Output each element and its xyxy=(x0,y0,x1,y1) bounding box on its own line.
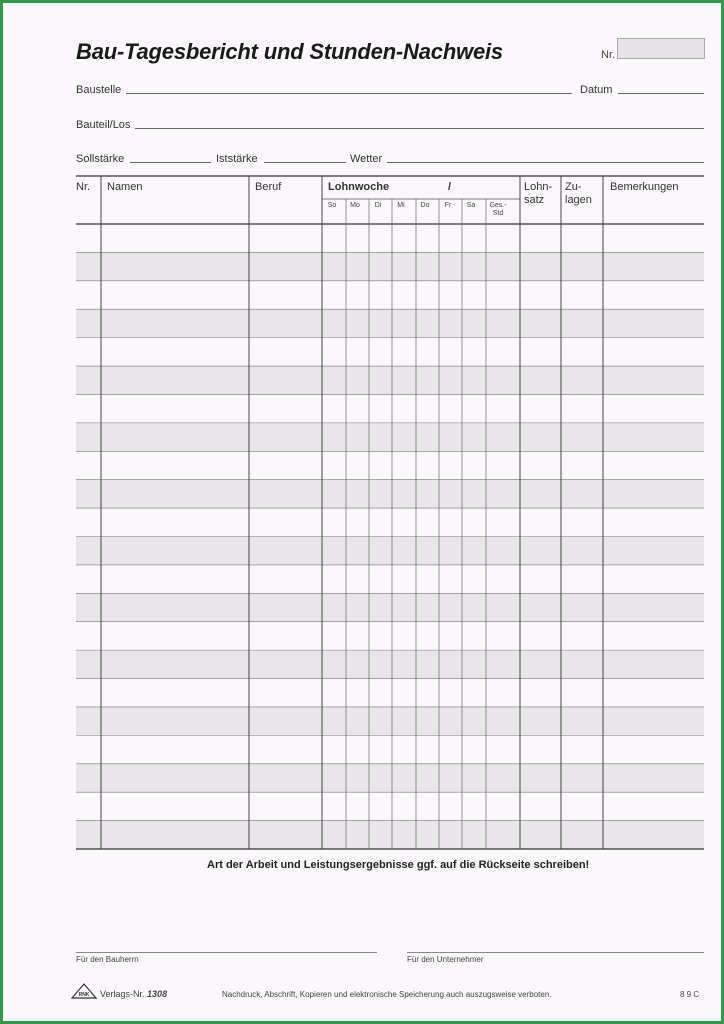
day-mi: Mi xyxy=(397,202,405,209)
header-lohnwoche: Lohnwoche xyxy=(328,181,390,193)
row-shade xyxy=(76,821,704,849)
day-do: Do xyxy=(420,202,430,209)
timesheet-grid[interactable] xyxy=(3,3,721,863)
day-mo: Mo xyxy=(350,202,360,209)
baustelle-label: Baustelle xyxy=(76,84,122,96)
row-shade xyxy=(76,366,704,394)
form-code: 8 9 C xyxy=(680,990,700,999)
unternehmer-signature-line[interactable] xyxy=(407,952,704,953)
header-zulagen-1: Zu- xyxy=(565,181,582,193)
sollstaerke-label: Sollstärke xyxy=(76,153,125,165)
form-page xyxy=(3,3,721,1021)
wetter-label: Wetter xyxy=(350,153,383,165)
header-lohnwoche-separator: / xyxy=(448,181,452,193)
row-shade xyxy=(76,423,704,451)
day-fr: Fr xyxy=(444,202,452,209)
row-shade xyxy=(76,537,704,565)
bauherr-label: Für den Bauherrn xyxy=(76,955,139,964)
day-so: So xyxy=(327,202,337,209)
header-nr: Nr. xyxy=(76,181,91,193)
day-ges-2: Std xyxy=(492,210,504,217)
header-beruf: Beruf xyxy=(255,181,282,193)
row-shade xyxy=(76,593,704,621)
day-ges-1: Ges.- xyxy=(489,202,507,209)
row-shade xyxy=(76,707,704,735)
verlag-label xyxy=(100,989,167,999)
header-lohnsatz-1: Lohn- xyxy=(524,181,553,193)
header-lohnsatz-2: satz xyxy=(524,194,545,206)
form-title: Bau-Tagesbericht und Stunden-Nachweis xyxy=(76,39,503,64)
row-shade xyxy=(76,650,704,678)
row-shade xyxy=(76,480,704,508)
header-namen: Namen xyxy=(107,181,143,193)
day-di: Di xyxy=(374,202,382,209)
datum-label: Datum xyxy=(580,84,613,96)
verlag-prefix: Verlags-Nr. xyxy=(100,989,145,999)
header-bemerkungen: Bemerkungen xyxy=(610,181,679,193)
publisher-logo xyxy=(71,983,101,999)
bauteil-label: Bauteil/Los xyxy=(76,119,131,131)
row-shade xyxy=(76,252,704,280)
row-shade xyxy=(76,764,704,792)
copyright-notice: Nachdruck, Abschrift, Kopieren und elektronische Speicherung auch auszugsweise verboten. xyxy=(222,990,552,999)
row-shade xyxy=(76,309,704,337)
svg-text:RNK: RNK xyxy=(78,992,90,998)
bauherr-signature-line[interactable] xyxy=(76,952,377,953)
rueckseite-note: Art der Arbeit und Leistungsergebnisse ggf. auf die Rückseite schreiben! xyxy=(207,859,590,871)
day-sa: Sa xyxy=(466,202,476,209)
iststaerke-label: Iststärke xyxy=(216,153,258,165)
nr-label: Nr. xyxy=(601,49,616,61)
unternehmer-label: Für den Unternehmer xyxy=(407,955,484,964)
verlag-number: 1308 xyxy=(147,989,168,999)
header-zulagen-2: lagen xyxy=(565,194,592,206)
